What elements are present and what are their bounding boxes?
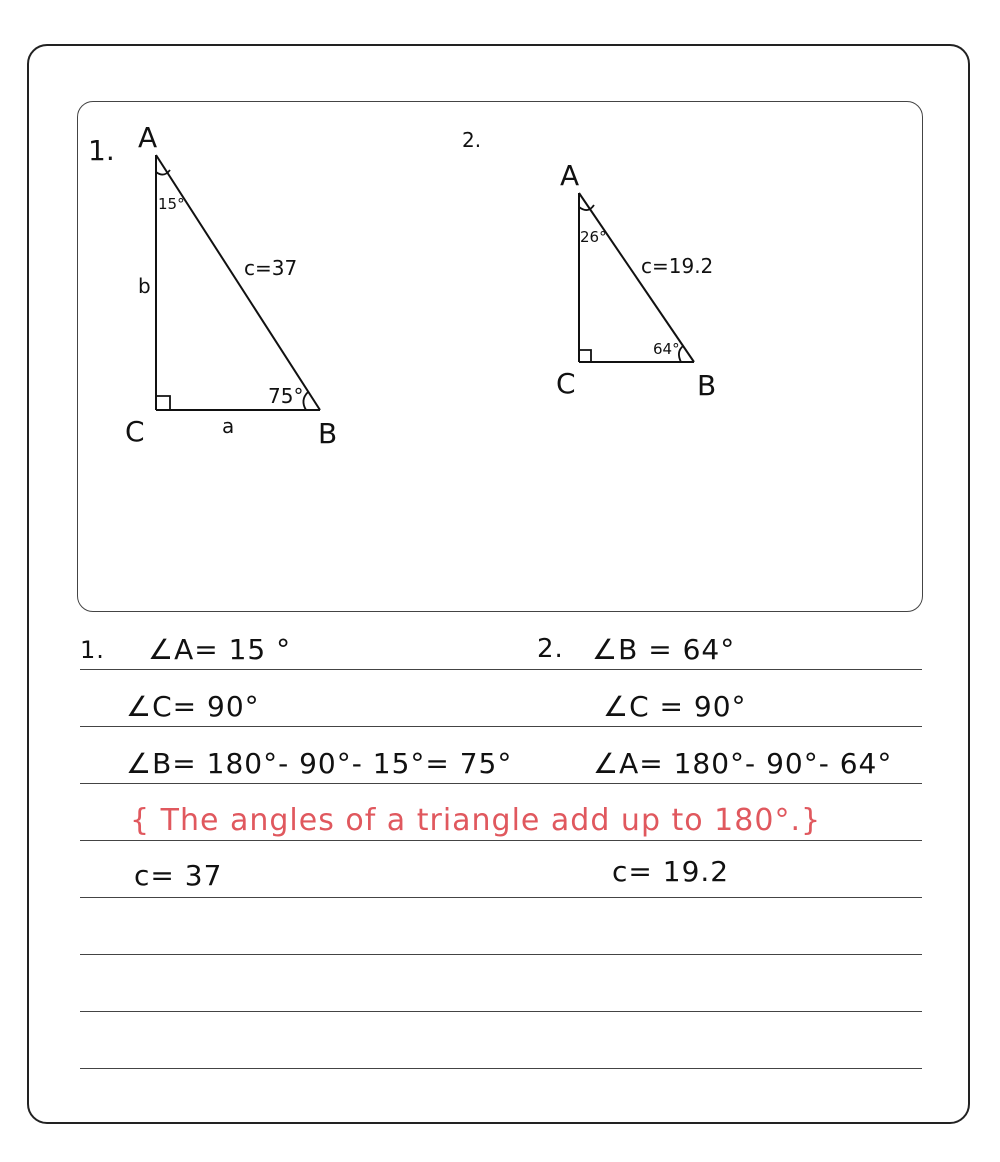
triangle-1-hypotenuse — [156, 155, 320, 410]
problem-2-number: 2. — [462, 128, 482, 152]
triangle-1-hypotenuse-label: c=37 — [244, 256, 298, 280]
work-2-hypotenuse: c= 19.2 — [612, 855, 730, 888]
work-2-angle-c: ∠C = 90° — [603, 690, 747, 723]
work-2-angle-a: ∠A= 180°- 90°- 64° — [593, 747, 893, 780]
triangle-2-angle-a: 26° — [580, 228, 607, 246]
triangle-1-angle-b-arc — [303, 392, 308, 410]
triangle-2-hypotenuse-label: c=19.2 — [641, 254, 714, 278]
ruled-line — [80, 783, 922, 784]
ruled-line — [80, 726, 922, 727]
triangle-2-vertex-b: B — [697, 369, 717, 402]
problem-1-number: 1. — [88, 134, 115, 167]
triangle-1-vertex-a: A — [138, 121, 158, 154]
triangle-1-side-b-label: b — [138, 274, 151, 298]
triangle-1 — [156, 155, 320, 410]
triangle-1-vertex-b: B — [318, 417, 338, 450]
ruled-line — [80, 1068, 922, 1069]
triangle-1-side-a-label: a — [222, 414, 235, 438]
triangle-2-vertex-a: A — [560, 159, 580, 192]
angle-sum-note: { The angles of a triangle add up to 180°.} — [130, 803, 822, 838]
work-1-angle-b: ∠B= 180°- 90°- 15°= 75° — [126, 747, 513, 780]
work-2-number: 2. — [537, 634, 564, 664]
ruled-line — [80, 954, 922, 955]
ruled-line — [80, 840, 922, 841]
triangle-1-right-angle-mark — [156, 396, 170, 410]
work-1-hypotenuse: c= 37 — [134, 859, 223, 892]
work-1-angle-c: ∠C= 90° — [126, 690, 260, 723]
work-1-angle-a: ∠A= 15 ° — [148, 633, 292, 666]
triangle-1-angle-b: 75° — [268, 384, 304, 408]
triangle-2-angle-b: 64° — [653, 340, 680, 358]
triangle-2-vertex-c: C — [556, 367, 576, 400]
ruled-line — [80, 669, 922, 670]
ruled-line — [80, 1011, 922, 1012]
triangle-1-vertex-c: C — [125, 415, 145, 448]
triangle-2-right-angle-mark — [579, 350, 591, 362]
triangle-1-angle-a: 15° — [158, 195, 185, 213]
work-1-number: 1. — [80, 636, 105, 664]
ruled-line — [80, 897, 922, 898]
work-2-angle-b: ∠B = 64° — [592, 633, 736, 666]
